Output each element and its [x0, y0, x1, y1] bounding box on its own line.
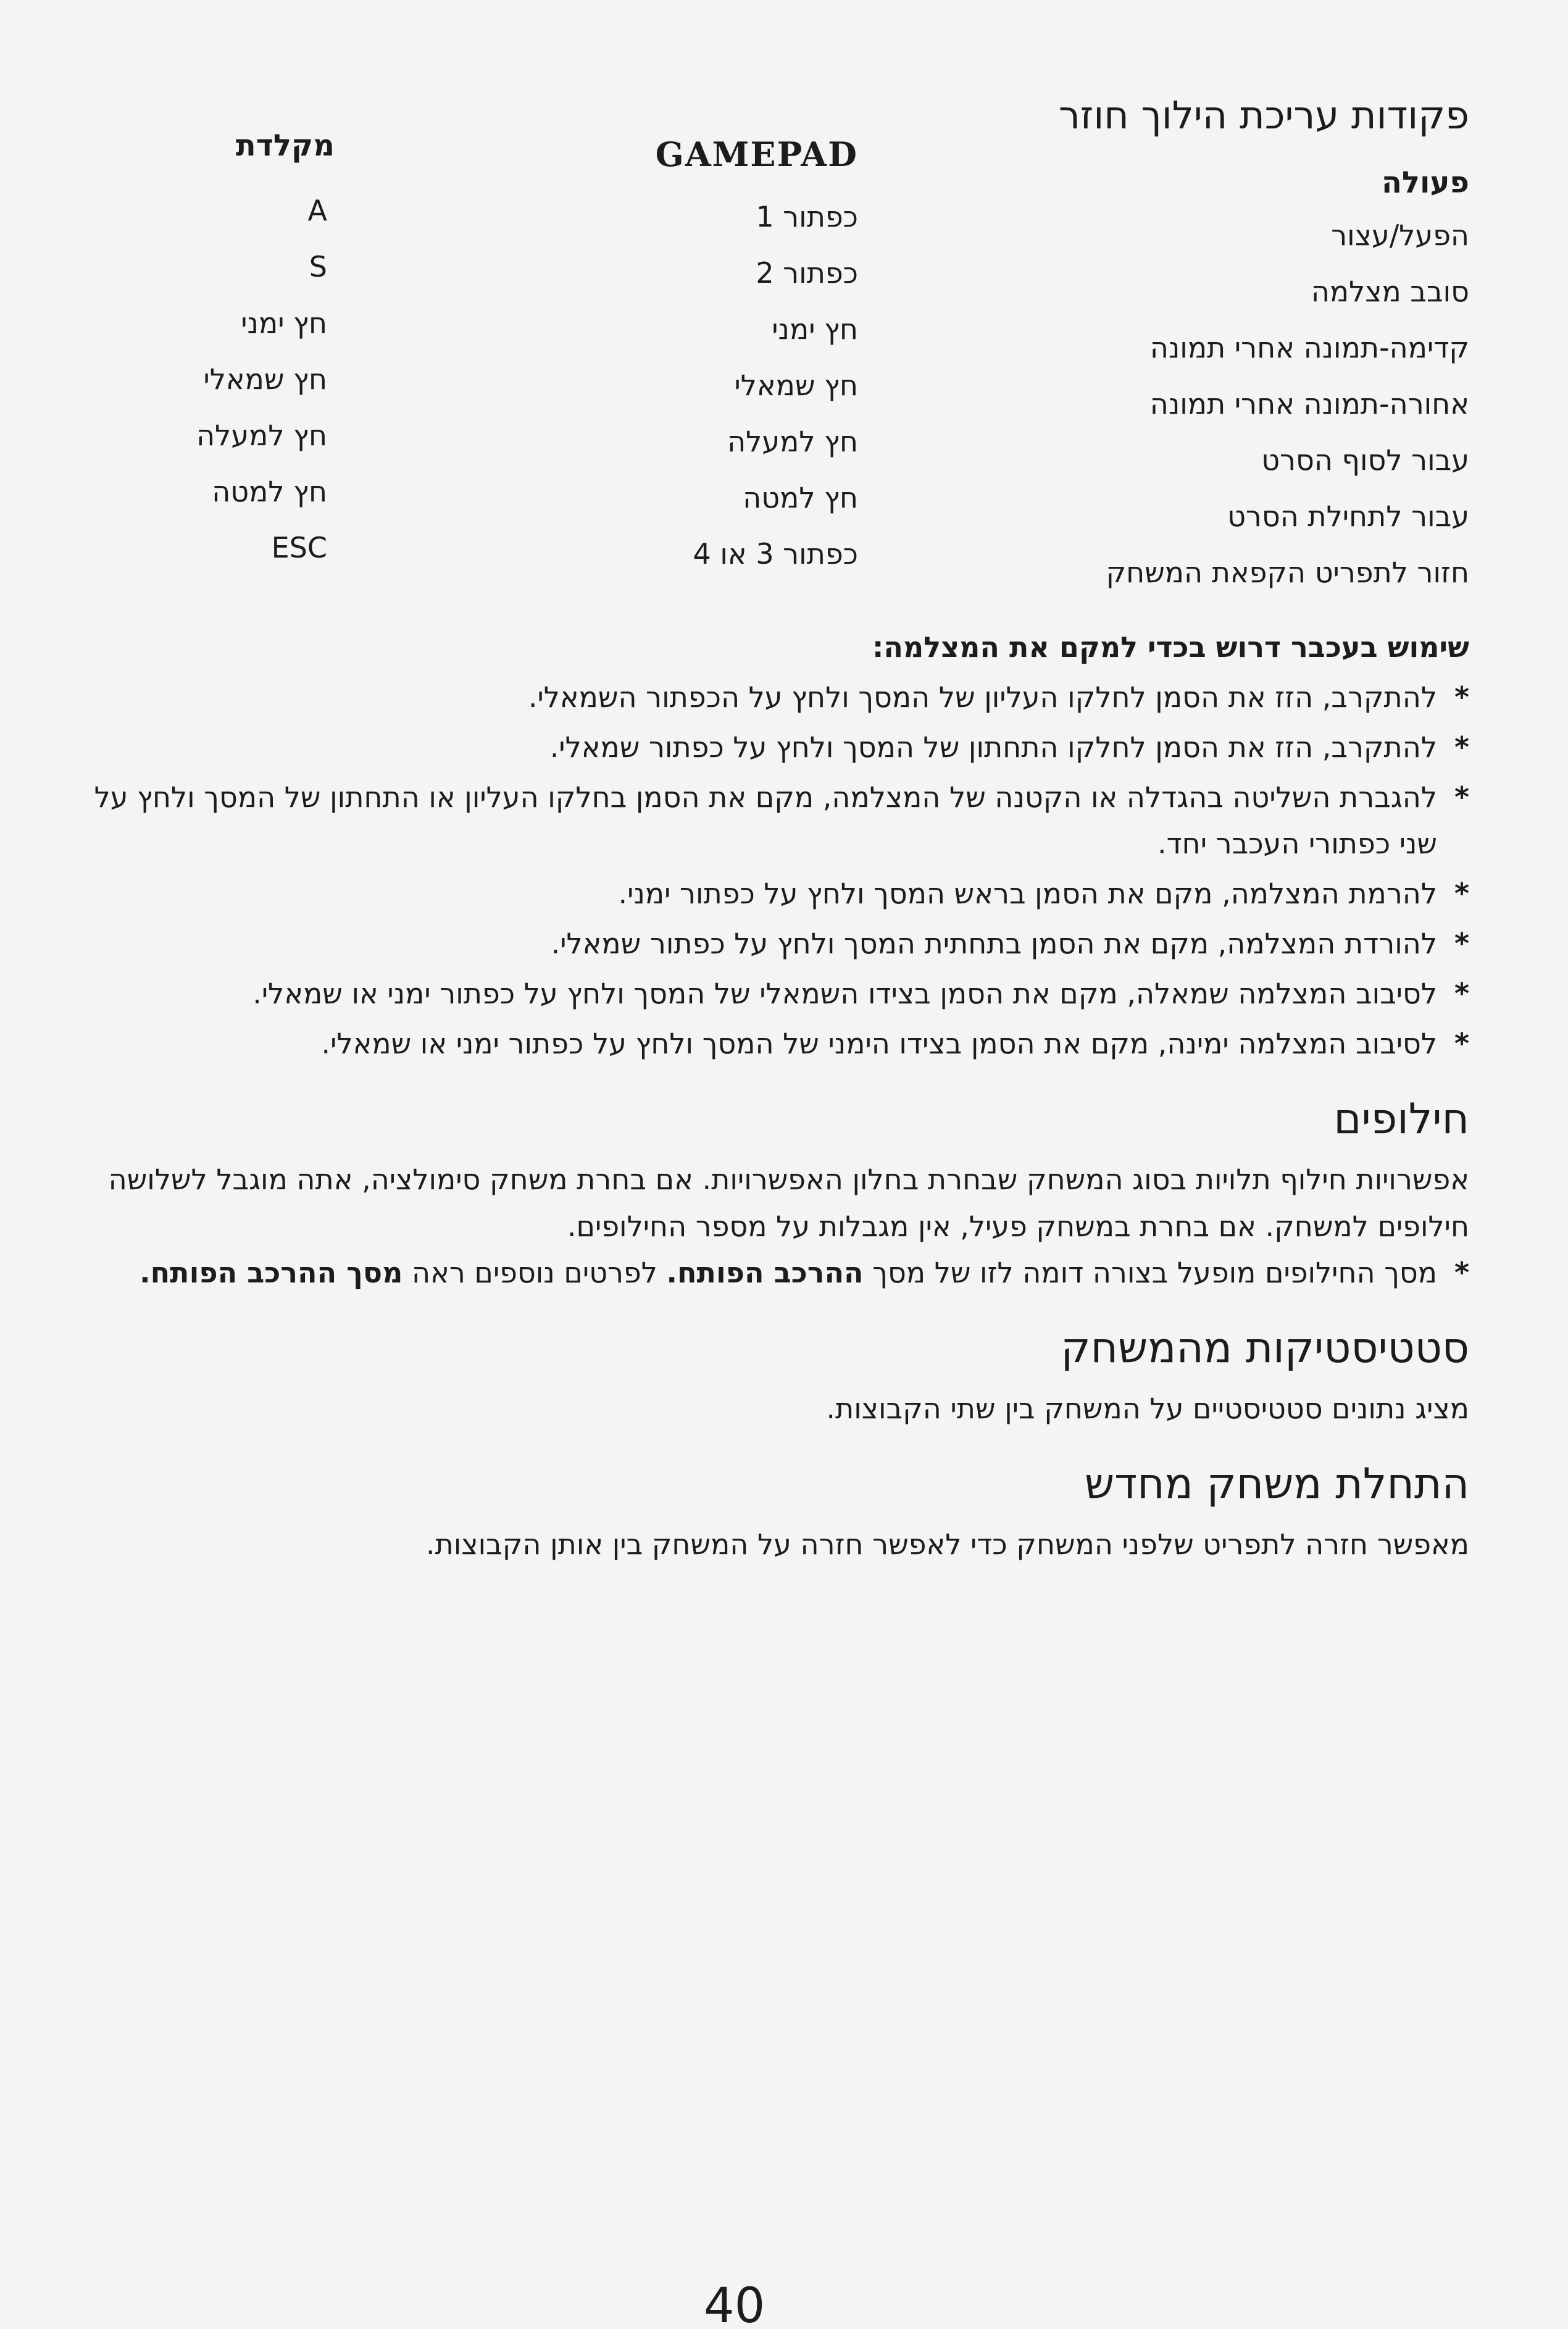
list-item: [49, 1250, 1469, 1296]
gamepad-item: חץ ימני: [772, 312, 858, 346]
bullet-mark: *: [1454, 730, 1469, 764]
keyboard-item: ESC: [271, 531, 327, 564]
gamepad-item: כפתור 3 או 4: [693, 537, 858, 571]
list-item-text: להתקרב, הזז את הסמן לחלקו העליון של המסך ולחץ על הכפתור השמאלי.: [528, 680, 1437, 714]
action-item: סובב מצלמה: [1311, 275, 1469, 308]
mouse-usage-title: שימוש בעכבר דרוש בכדי למקם את המצלמה:: [872, 630, 1469, 664]
keyboard-item: חץ שמאלי: [203, 362, 327, 396]
bullet-mark: *: [1454, 680, 1469, 714]
restart-paragraph: מאפשר חזרה לתפריט שלפני המשחק כדי לאפשר חזרה על המשחק בין אותן הקבוצות.: [425, 1528, 1469, 1561]
mouse-usage-list: [49, 674, 1469, 1067]
stats-paragraph: מציג נתונים סטטיסטיים על המשחק בין שתי הקבוצות.: [826, 1392, 1469, 1425]
bullet-mark: *: [1454, 1256, 1469, 1289]
list-item: [49, 674, 1469, 721]
list-item-text: להורדת המצלמה, מקם את הסמן בתחתית המסך ולחץ על כפתור שמאלי.: [551, 927, 1437, 960]
gamepad-column-header: GAMEPAD: [655, 135, 858, 174]
lineup-screen-ref-2: מסך ההרכב הפותח.: [140, 1256, 403, 1289]
gamepad-item: כפתור 1: [756, 200, 858, 233]
gamepad-item: כפתור 2: [756, 256, 858, 290]
list-item: [49, 971, 1469, 1017]
keyboard-item: A: [307, 194, 327, 227]
substitutions-bullet-middle: לפרטים נוספים ראה: [402, 1256, 667, 1289]
action-item: קדימה-תמונה אחרי תמונה: [1149, 331, 1469, 364]
gamepad-item: חץ שמאלי: [734, 369, 858, 402]
keyboard-column: [196, 183, 327, 576]
keyboard-item: S: [309, 250, 327, 283]
action-item: אחורה-תמונה אחרי תמונה: [1149, 387, 1469, 420]
list-item-text: לסיבוב המצלמה שמאלה, מקם את הסמן בצידו השמאלי של המסך ולחץ על כפתור ימני או שמאלי.: [252, 977, 1437, 1010]
action-item: עבור לסוף הסרט: [1261, 443, 1469, 477]
substitutions-paragraph: אפשרויות חילוף תלויות בסוג המשחק שבחרת בחלון האפשרויות. אם בחרת משחק סימולציה, אתה מוגבל לשלושה חילופים למשחק. אם בחרת במשחק פעיל, אין מגבלות על מספר החילופים.: [108, 1163, 1469, 1243]
bullet-mark: *: [1454, 780, 1469, 814]
list-item: [49, 921, 1469, 967]
bullet-mark: *: [1454, 977, 1469, 1010]
restart-title: התחלת משחק מחדש: [1084, 1460, 1469, 1508]
list-item: [49, 871, 1469, 917]
list-item-text: להגברת השליטה בהגדלה או הקטנה של המצלמה, מקם את הסמן בחלקו העליון או התחתון של המסך ולחץ על שני כפתורי העכבר יחד.: [94, 780, 1437, 860]
keyboard-column-header: מקלדת: [235, 128, 335, 163]
replay-controls-title: פקודות עריכת הילוך חוזר: [1058, 93, 1469, 138]
action-column: [1106, 207, 1470, 601]
list-item: [49, 774, 1469, 867]
list-item-text: להתקרב, הזז את הסמן לחלקו התחתון של המסך ולחץ על כפתור שמאלי.: [549, 730, 1437, 764]
list-item-text: להרמת המצלמה, מקם את הסמן בראש המסך ולחץ על כפתור ימני.: [618, 877, 1437, 910]
list-item: [49, 724, 1469, 771]
lineup-screen-ref: ההרכב הפותח.: [666, 1256, 864, 1289]
gamepad-item: חץ למעלה: [727, 425, 858, 458]
page-number: 40: [704, 2278, 765, 2329]
substitutions-list: [49, 1250, 1469, 1296]
list-item-text: לסיבוב המצלמה ימינה, מקם את הסמן בצידו הימני של המסך ולחץ על כפתור ימני או שמאלי.: [321, 1027, 1437, 1060]
bullet-mark: *: [1454, 1027, 1469, 1060]
action-item: חזור לתפריט הקפאת המשחק: [1106, 556, 1469, 589]
substitutions-bullet-prefix: מסך החילופים מופעל בצורה דומה לזו של מסך: [863, 1256, 1437, 1289]
bullet-mark: *: [1454, 927, 1469, 960]
action-column-header: פעולה: [1381, 165, 1469, 200]
main-content: [49, 624, 1469, 1568]
substitutions-title: חילופים: [1333, 1095, 1469, 1144]
gamepad-column: [693, 189, 859, 582]
keyboard-item: חץ ימני: [241, 306, 327, 340]
gamepad-item: חץ למטה: [743, 481, 858, 514]
action-item: הפעל/עצור: [1331, 219, 1469, 252]
bullet-mark: *: [1454, 877, 1469, 910]
keyboard-item: חץ למעלה: [196, 419, 327, 452]
action-item: עבור לתחילת הסרט: [1227, 500, 1469, 533]
list-item: [49, 1021, 1469, 1067]
keyboard-item: חץ למטה: [212, 475, 327, 508]
stats-title: סטטיסטיקות מהמשחק: [1061, 1324, 1469, 1373]
